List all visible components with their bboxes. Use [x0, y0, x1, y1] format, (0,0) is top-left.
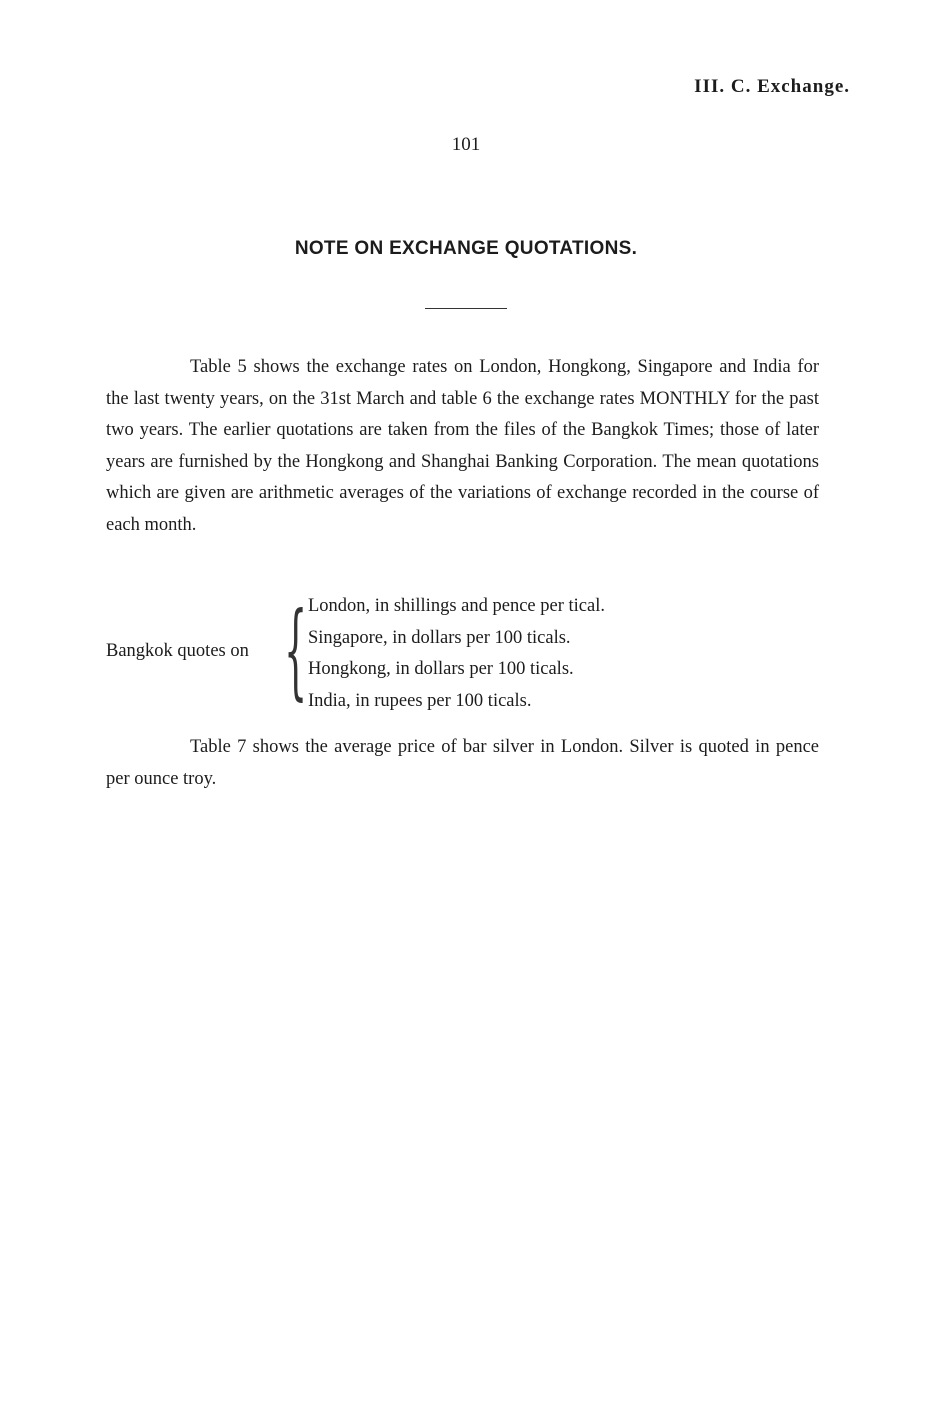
silver-paragraph [106, 732, 819, 795]
page-number: 101 [451, 134, 481, 155]
intro-paragraph-text: Table 5 shows the exchange rates on London, Hongkong, Singapore and India for the last twenty years, on the 31st March and table 6 the exchange rates MONTHLY for the past two years. The earlier quotations are taken from the files of the Bangkok Times; those of later years are furnished by the Hongkong and Shanghai Banking Corporation. The mean quotations which are given are arithmetic averages of the variations of exchange recorded in the course of each month. [106, 357, 819, 535]
quotes-label: Bangkok quotes on [106, 641, 249, 661]
quotes-block [106, 591, 806, 719]
quote-item-london: London, in shillings and pence per tical. [308, 596, 605, 616]
brace-glyph: { [284, 589, 308, 711]
page-title: NOTE ON EXCHANGE QUOTATIONS. [294, 238, 638, 259]
silver-paragraph-text: Table 7 shows the average price of bar silver in London. Silver is quoted in pence per ounce troy. [106, 737, 819, 789]
quote-item-india: India, in rupees per 100 ticals. [308, 690, 532, 711]
section-header: III. C. Exchange. [694, 76, 850, 97]
quote-item-singapore: Singapore, in dollars per 100 ticals. [308, 627, 571, 648]
intro-paragraph [106, 352, 819, 541]
title-divider [425, 308, 507, 309]
quotes-list [308, 591, 605, 717]
quote-item-hongkong: Hongkong, in dollars per 100 ticals. [308, 659, 574, 679]
